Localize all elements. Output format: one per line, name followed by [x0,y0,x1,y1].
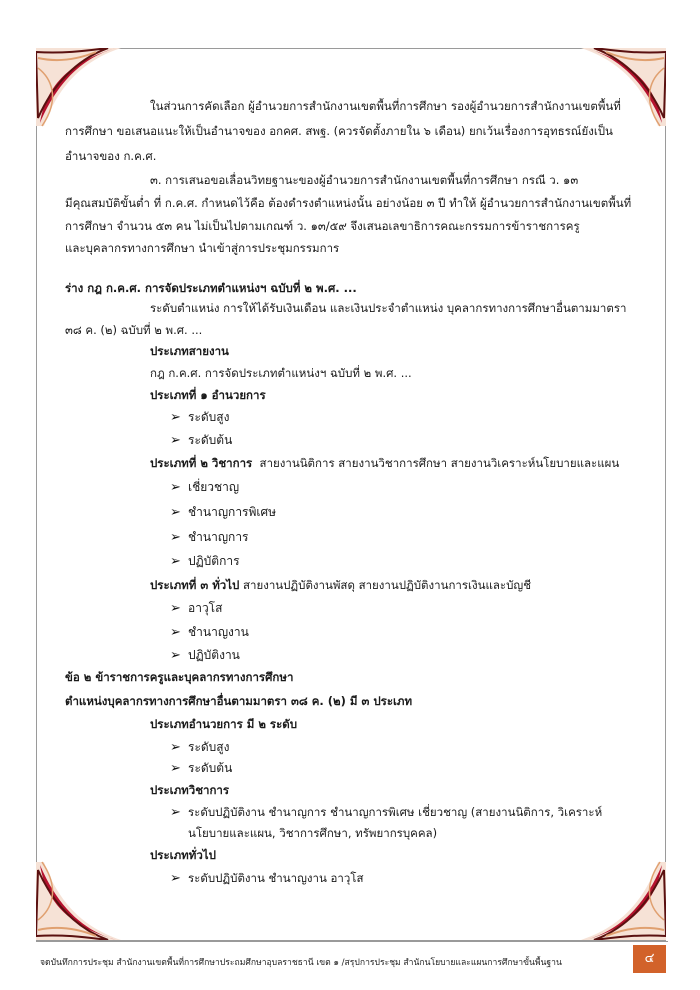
list-item: ➢ อาวุโส [170,601,223,616]
list-item: ➢ เชี่ยวชาญ [170,480,240,495]
draft-heading: ร่าง กฎ ก.ค.ศ. การจัดประเภทตำแหน่งฯ ฉบับที่ ๒ พ.ศ. ... [65,281,357,295]
list-item: ➢ ปฏิบัติการ [170,554,240,569]
paragraph-line: และบุคลากรทางการศึกษา นำเข้าสู่การประชุมกรรมการ [65,241,340,255]
type3-description: สายงานปฏิบัติงานพัสดุ สายงานปฏิบัติงานการเงินและบัญชี [242,578,531,592]
list-item: ➢ ปฏิบัติงาน [170,648,240,663]
arrow-bullet-icon: ➢ [170,530,181,545]
arrow-bullet-icon: ➢ [170,480,181,495]
arrow-bullet-icon: ➢ [170,740,181,755]
page-number: ๔ [633,945,666,973]
list-item: ➢ ระดับต้น [170,761,233,776]
list-item-continuation: นโยบายและแผน, วิชาการศึกษา, ทรัพยากรบุคคล) [188,826,438,840]
type2-description: สายงานนิติการ สายงานวิชาการศึกษา สายงานวิเคราะห์นโยบายและแผน [259,456,620,470]
arrow-bullet-icon: ➢ [170,554,181,569]
paragraph-line: อำนาจของ ก.ค.ศ. [65,149,157,163]
item2-subheading: ตำแหน่งบุคลากรทางการศึกษาอื่นตามมาตรา ๓๘ ค. (๒) มี ๓ ประเภท [65,694,413,708]
paragraph-line: การศึกษา ขอเสนอแนะให้เป็นอำนาจของ อกคศ. สพฐ. (ควรจัดตั้งภายใน ๖ เดือน) ยกเว้นเรื่องการอุทธรณ์ยังเป็น [65,124,613,138]
list-item: ➢ ระดับปฏิบัติงาน ชำนาญการ ชำนาญการพิเศษ เชี่ยวชาญ (สายงานนิติการ, วิเคราะห์ [170,805,603,820]
type1-heading: ประเภทที่ ๑ อำนวยการ [150,388,266,402]
arrow-bullet-icon: ➢ [170,625,181,640]
general-heading: ประเภททั่วไป [150,848,216,862]
item2-heading: ข้อ ๒ ข้าราชการครูและบุคลากรทางการศึกษา [65,670,294,684]
list-item: ➢ ระดับปฏิบัติงาน ชำนาญงาน อาวุโส [170,871,364,886]
admin-heading: ประเภทอำนวยการ มี ๒ ระดับ [150,717,298,731]
type2-heading: ประเภทที่ ๒ วิชาการ [150,456,253,470]
arrow-bullet-icon: ➢ [170,410,181,425]
arrow-bullet-icon: ➢ [170,761,181,776]
list-item: ➢ ชำนาญงาน [170,625,249,640]
list-item: ➢ ระดับต้น [170,433,233,448]
arrow-bullet-icon: ➢ [170,433,181,448]
paragraph-line: การศึกษา จำนวน ๕๓ คน ไม่เป็นไปตามเกณฑ์ ว. ๑๓/๕๙ จึงเสนอเลขาธิการคณะกรรมการข้าราชการครู [65,219,580,233]
paragraph-line: ๓๘ ค. (๒) ฉบับที่ ๒ พ.ศ. ... [65,323,203,337]
academic-heading: ประเภทวิชาการ [150,783,230,797]
arrow-bullet-icon: ➢ [170,871,181,886]
list-item: ➢ ชำนาญการพิเศษ [170,505,277,520]
paragraph-line: มีคุณสมบัติขั้นต่ำ ที่ ก.ค.ศ. กำหนดไว้คือ ต้องดำรงตำแหน่งนั้น อย่างน้อย ๓ ปี ทำให้ ผู้อำนวยการสำนักงานเขตพื้นที่ [65,196,632,210]
list-item: ➢ ชำนาญการ [170,530,249,545]
arrow-bullet-icon: ➢ [170,648,181,663]
type3-heading: ประเภทที่ ๓ ทั่วไป [150,578,240,592]
arrow-bullet-icon: ➢ [170,601,181,616]
arrow-bullet-icon: ➢ [170,505,181,520]
line-type-heading: ประเภทสายงาน [150,344,229,358]
footer-text: จดบันทึกการประชุม สำนักงานเขตพื้นที่การศึกษาประถมศึกษาอุบลราชธานี เขต ๑ /สรุปการประชุม สำนักนโยบายและแผนการศึกษาขั้นพื้นฐาน [40,958,562,968]
list-item: ➢ ระดับสูง [170,740,230,755]
rule-reference: กฎ ก.ค.ศ. การจัดประเภทตำแหน่งฯ ฉบับที่ ๒ พ.ศ. ... [150,366,412,380]
paragraph-line: ในส่วนการคัดเลือก ผู้อำนวยการสำนักงานเขตพื้นที่การศึกษา รองผู้อำนวยการสำนักงานเขตพื้นที่ [150,99,621,113]
type3-line [150,577,531,593]
list-item: ➢ ระดับสูง [170,410,230,425]
footer-divider [36,941,668,942]
paragraph-line: ระดับตำแหน่ง การให้ได้รับเงินเดือน และเงินประจำตำแหน่ง บุคลากรทางการศึกษาอื่นตามมาตรา [150,301,627,315]
arrow-bullet-icon: ➢ [170,805,181,820]
paragraph-line: ๓. การเสนอขอเลื่อนวิทยฐานะของผู้อำนวยการสำนักงานเขตพื้นที่การศึกษา กรณี ว. ๑๓ [150,173,579,187]
type2-line [150,455,619,471]
